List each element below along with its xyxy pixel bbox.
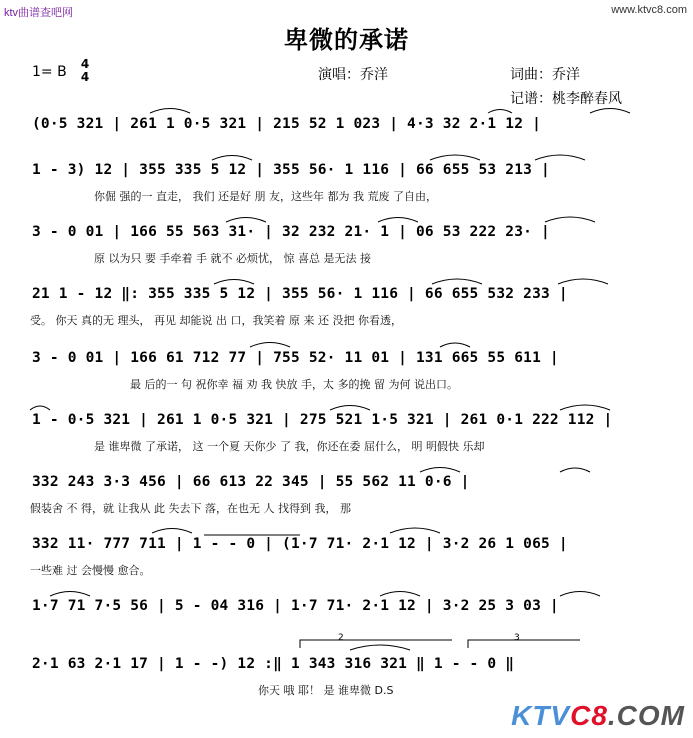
lyrics-line: 假装舍 不 得，就 让我从 此 失去下 落，在也无 人 找得到 我， 那 — [30, 502, 351, 515]
notes-line: 1·7 71 7·5 56 | 5 - 04 316 | 1·7 71· 2·1 12 | 3·2 25 3 03 | — [32, 598, 559, 614]
watermark-right: www.ktvc8.com — [611, 4, 687, 16]
singer-credit: 演唱：乔洋 — [318, 67, 388, 83]
lyrics-line: 你倔 强的一 直走， 我们 还是好 朋 友，这些年 都为 我 荒废 了自由， — [94, 190, 437, 203]
volta-1-number: 2 — [338, 633, 344, 643]
notes-line: 332 11· 777 711 | 1 - - 0 | (1·7 71· 2·1 12 | 3·2 26 1 065 | — [32, 536, 568, 552]
notes-line: 2·1 63 2·1 17 | 1 - -) 12 :‖ 1 343 316 321 ‖ 1 - - 0 ‖ — [32, 656, 515, 672]
lyrics-line: 最 后的一 句 祝你幸 福 劝 我 快放 手，太 多的挽 留 为何 说出口。 — [130, 378, 458, 391]
lyrics-line: 一些难 过 会慢慢 愈合。 — [30, 564, 151, 577]
notes-line: (0·5 321 | 261 1 0·5 321 | 215 52 1 023 | 4·3 32 2·1 12 | — [32, 116, 541, 132]
lyrics-line: 原 以为只 要 手牵着 手 就不 必烦忧， 惊 喜总 是无法 接 — [94, 252, 371, 265]
transcriber-credit: 记谱：桃李醉春风 — [510, 91, 622, 107]
time-signature-bottom: 4 — [80, 70, 90, 84]
ktvc8-logo — [511, 700, 685, 732]
watermark-left: ktv曲谱查吧网 — [4, 7, 74, 19]
key-signature: 1= B — [32, 64, 67, 80]
lyrics-line: 受。 你天 真的无 理头， 再见 却能说 出 口，我笑着 原 来 还 没把 你看透， — [30, 314, 402, 327]
composer-credit: 词曲：乔洋 — [510, 67, 580, 83]
notes-line: 332 243 3·3 456 | 66 613 22 345 | 55 562 11 0·6 | — [32, 474, 470, 490]
logo-part-ktv: KTV — [511, 700, 571, 731]
notes-line: 1 - 3) 12 | 355 335 5 12 | 355 56· 1 116 | 66 655 53 213 | — [32, 162, 550, 178]
lyrics-line: 是 谁卑微 了承诺， 这 一个夏 天你少 了 我，你还在委 屈什么， 明 明假快 乐却 — [94, 440, 485, 453]
lyrics-line: 你天 哦 耶！ 是 谁卑微 D.S — [258, 684, 394, 697]
volta-2-number: 3 — [514, 633, 520, 643]
notes-line: 3 - 0 01 | 166 61 712 77 | 755 52· 11 01 | 131 665 55 611 | — [32, 350, 559, 366]
song-title: 卑微的承诺 — [284, 25, 409, 54]
logo-part-c8: C8 — [570, 700, 608, 731]
notes-line: 1 - 0·5 321 | 261 1 0·5 321 | 275 521 1·5 321 | 261 0·1 222 112 | — [32, 412, 613, 428]
notes-line: 21 1 - 12 ‖: 355 335 5 12 | 355 56· 1 116 | 66 655 532 233 | — [32, 286, 568, 302]
notes-line: 3 - 0 01 | 166 55 563 31· | 32 232 21· 1 | 06 53 222 23· | — [32, 224, 550, 240]
time-signature-top: 4 — [80, 57, 90, 71]
logo-part-com: .COM — [607, 700, 685, 731]
